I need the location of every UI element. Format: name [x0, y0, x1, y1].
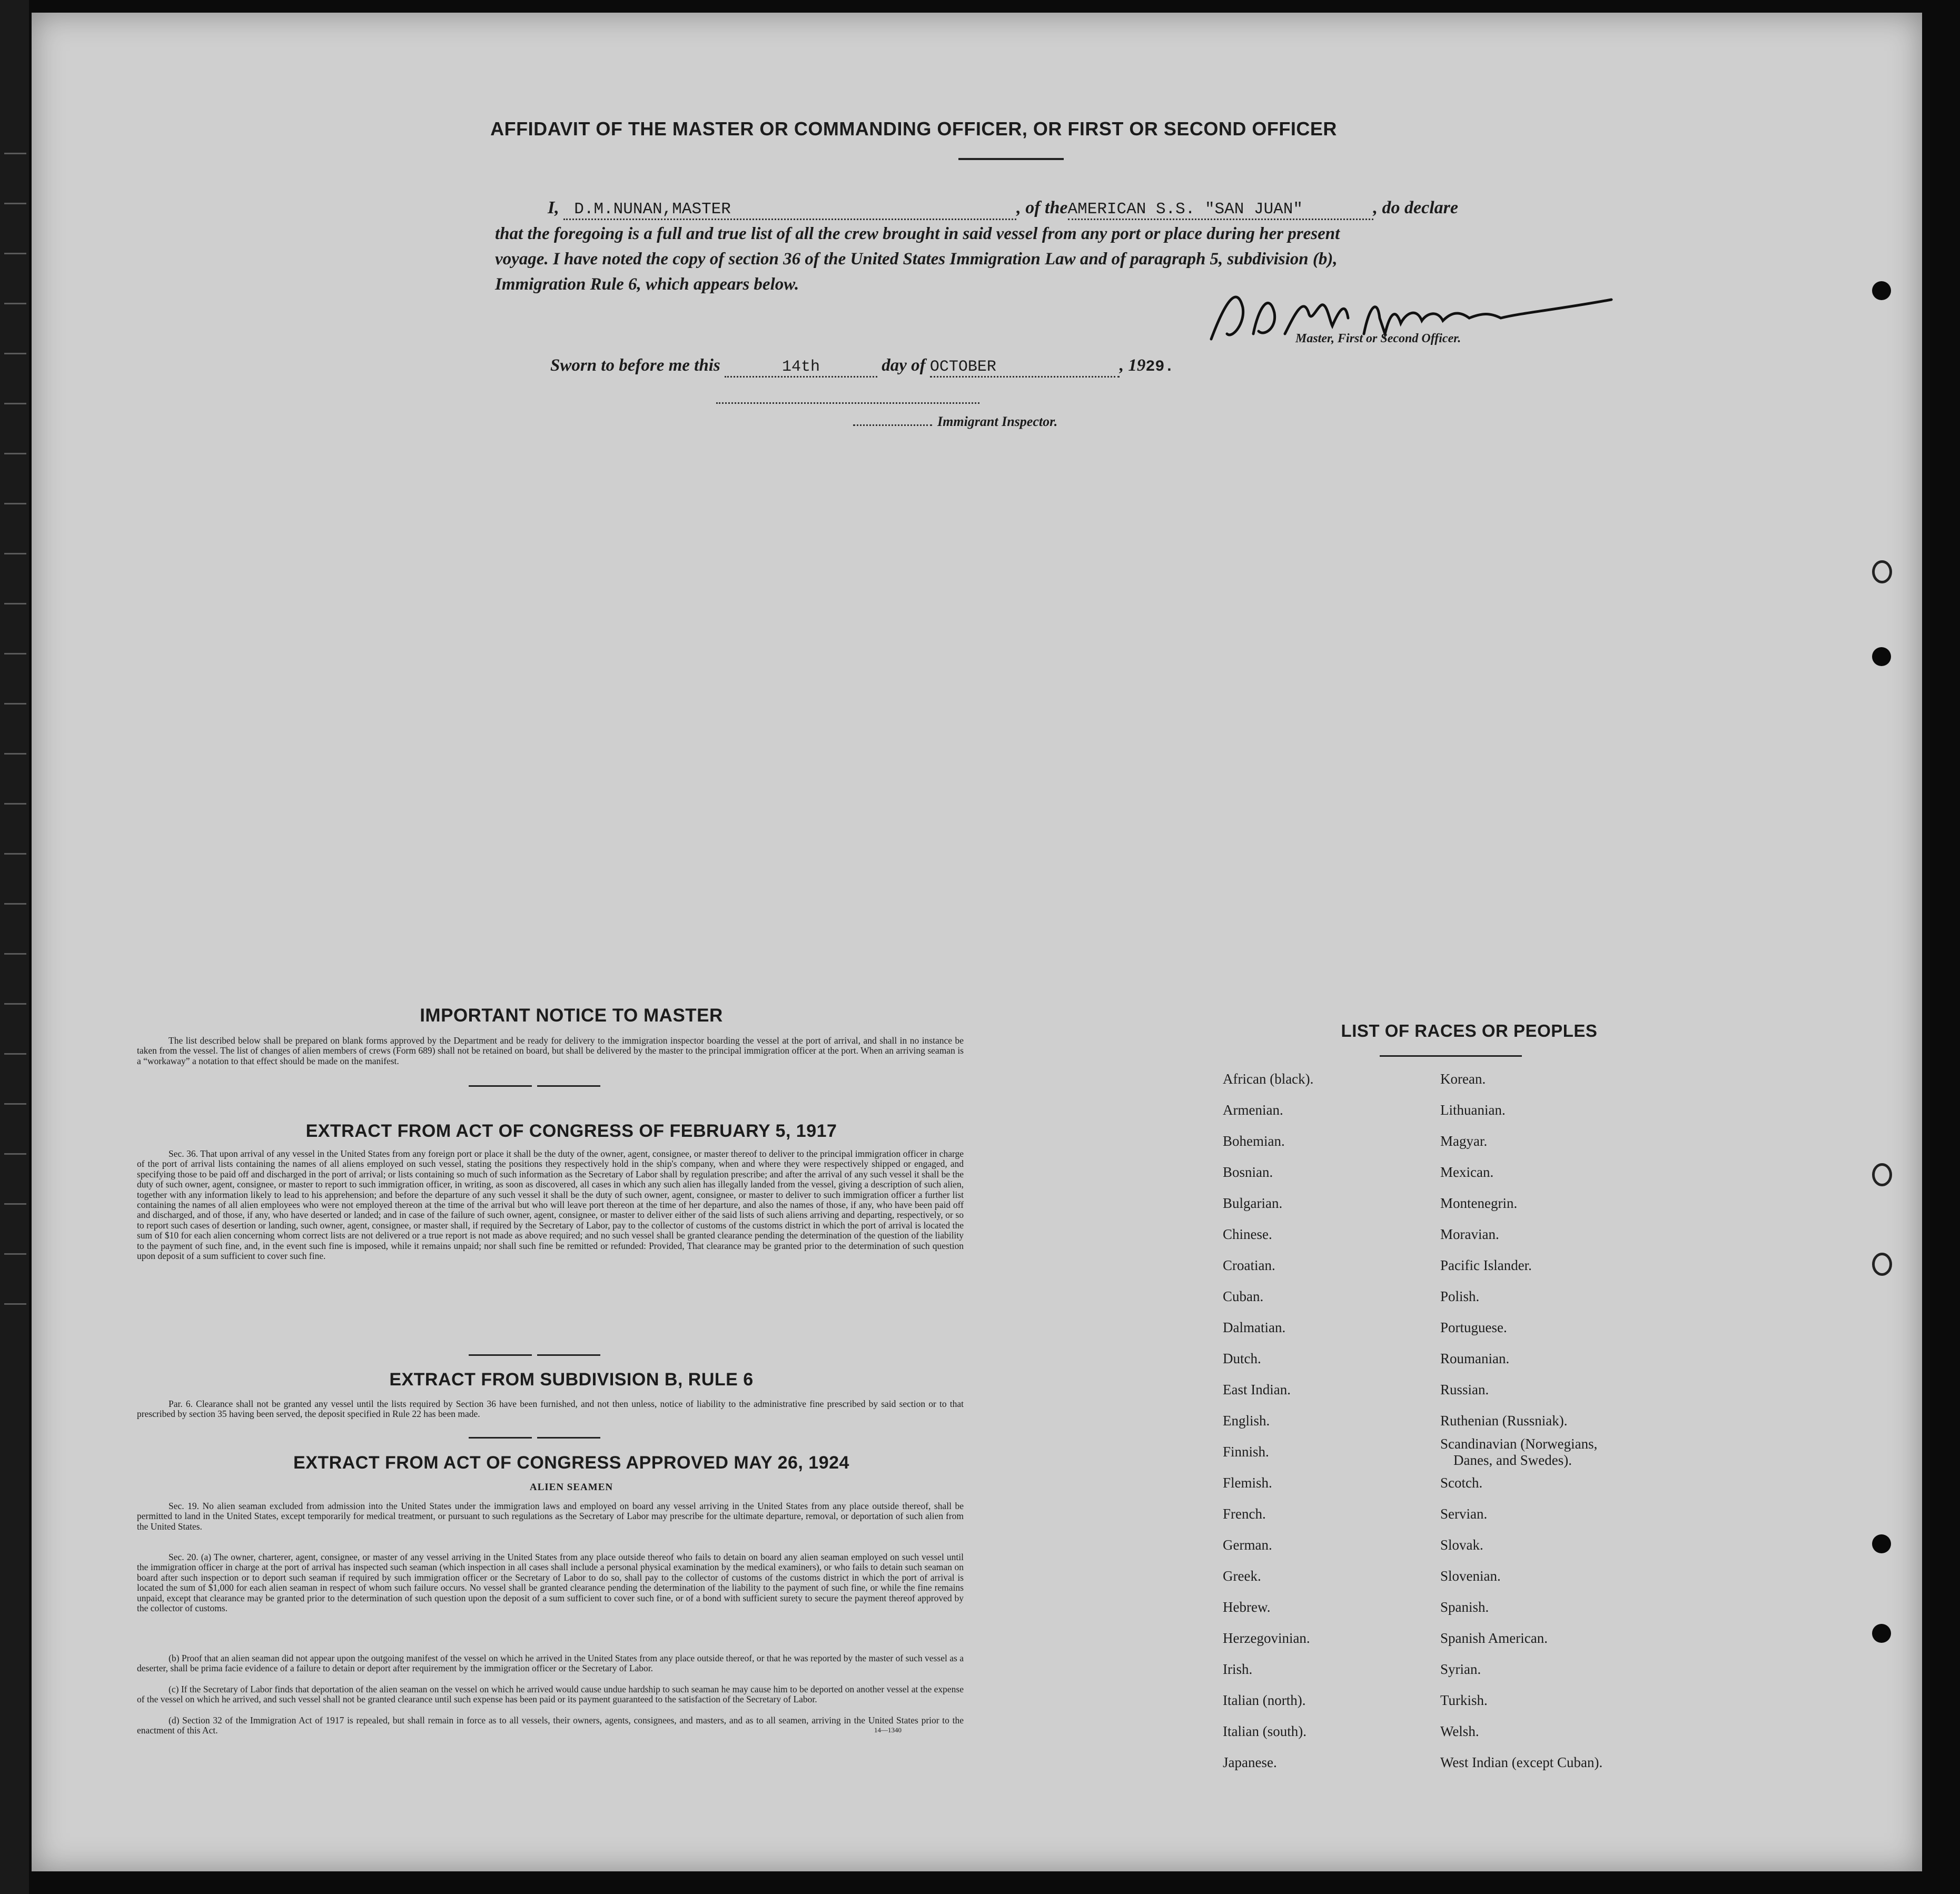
- signature-role-label: Master, First or Second Officer.: [1295, 332, 1461, 345]
- race-item: Roumanian.: [1440, 1351, 1510, 1366]
- punch-hole: [1872, 1624, 1891, 1643]
- divider: [537, 1354, 600, 1356]
- race-item: Italian (south).: [1223, 1723, 1306, 1739]
- declaration-line-4: Immigration Rule 6, which appears below.: [495, 275, 799, 294]
- races-title-underline: [1380, 1055, 1522, 1057]
- punch-hole: [1872, 560, 1892, 583]
- race-item: Slovak.: [1440, 1537, 1483, 1553]
- punch-hole: [1872, 647, 1891, 666]
- race-item: Flemish.: [1223, 1475, 1272, 1491]
- immigrant-inspector-label: Immigrant Inspector.: [937, 414, 1058, 429]
- divider: [537, 1437, 600, 1439]
- left-binding-edge: [0, 0, 29, 1894]
- extract-1924-sec20c: (c) If the Secretary of Labor finds that deportation of the alien seaman on the vessel on which he arrived would cause undue hardship to such seaman he may cause him to be deported on another vessel at the expense of the vessel on which he arrived, and such vessel shall not be granted clearance until such expense has been paid or its payment guaranteed to the satisfaction of the Secretary of Labor.: [137, 1684, 964, 1705]
- i-label: I,: [548, 198, 559, 217]
- race-item: Syrian.: [1440, 1661, 1481, 1677]
- race-item: East Indian.: [1223, 1382, 1291, 1397]
- race-item: Finnish.: [1223, 1444, 1269, 1460]
- race-item: Korean.: [1440, 1071, 1486, 1087]
- sworn-day: 14th: [725, 358, 877, 378]
- divider: [469, 1437, 532, 1439]
- divider: [537, 1085, 600, 1087]
- year-prefix: , 19: [1119, 356, 1146, 375]
- race-item: English.: [1223, 1413, 1270, 1429]
- form-number: 14—1340: [874, 1726, 902, 1734]
- declarant-name: D.M.NUNAN,MASTER: [563, 200, 1016, 220]
- extract-1917-title: EXTRACT FROM ACT OF CONGRESS OF FEBRUARY 5, 1917: [305, 1121, 837, 1141]
- declaration-line-1: [548, 198, 1580, 220]
- sworn-month: OCTOBER: [930, 358, 1120, 378]
- alien-seamen-subtitle: ALIEN SEAMEN: [529, 1482, 613, 1493]
- punch-hole: [1872, 1163, 1892, 1186]
- race-item: Irish.: [1223, 1661, 1253, 1677]
- divider: [469, 1354, 532, 1356]
- race-item: Magyar.: [1440, 1133, 1488, 1149]
- race-item: Slovenian.: [1440, 1568, 1501, 1584]
- race-item: Spanish.: [1440, 1599, 1489, 1615]
- race-item: Cuban.: [1223, 1288, 1264, 1304]
- sworn-label: Sworn to before me this: [550, 356, 720, 375]
- race-item: African (black).: [1223, 1071, 1314, 1087]
- divider: [469, 1085, 532, 1087]
- race-item: West Indian (except Cuban).: [1440, 1754, 1603, 1770]
- declaration-line-3: voyage. I have noted the copy of section 36 of the United States Immigration Law and of paragraph 5, subdivision (b),: [495, 250, 1338, 269]
- race-item: Italian (north).: [1223, 1692, 1306, 1708]
- of-the-label: , of the: [1016, 198, 1068, 217]
- extract-1924-sec19: Sec. 19. No alien seaman excluded from admission into the United States under the immigration laws and employed on board any vessel arriving in the United States from any place outside thereof, shall be permitted to land in the United States, except temporarily for medical treatment, or pursuant to such regulations as the Secretary of Labor may prescribe for the ultimate departure, removal, or deportation of such alien from the United States.: [137, 1501, 964, 1532]
- notice-title: IMPORTANT NOTICE TO MASTER: [420, 1005, 723, 1026]
- race-item: Herzegovinian.: [1223, 1630, 1310, 1646]
- race-item: French.: [1223, 1506, 1266, 1522]
- race-item: Japanese.: [1223, 1754, 1277, 1770]
- race-item: Armenian.: [1223, 1102, 1283, 1118]
- race-item: Montenegrin.: [1440, 1195, 1518, 1211]
- race-item: Spanish American.: [1440, 1630, 1548, 1646]
- race-item: Chinese.: [1223, 1226, 1272, 1242]
- race-item: Russian.: [1440, 1382, 1489, 1397]
- race-item: Moravian.: [1440, 1226, 1499, 1242]
- race-item: Mexican.: [1440, 1164, 1494, 1180]
- extract-1924-sec20d: (d) Section 32 of the Immigration Act of 1917 is repealed, but shall remain in force as to all vessels, their owners, agents, consignees, and masters, and as to all seamen, arriving in the United States prior to the enactment of this Act.: [137, 1715, 964, 1736]
- extract-1924-sec20b: (b) Proof that an alien seaman did not appear upon the outgoing manifest of the vessel on which he arrived in the United States from any place outside thereof, or that he was reported by the master of such vessel as a deserter, shall be prima facie evidence of a failure to detain or deport after requirement by the immigration officer or the Secretary of Labor.: [137, 1653, 964, 1674]
- race-item: Dutch.: [1223, 1351, 1261, 1366]
- punch-hole: [1872, 281, 1891, 300]
- race-item: Ruthenian (Russniak).: [1440, 1413, 1568, 1429]
- title-underline: [958, 158, 1064, 160]
- extract-rule6-title: EXTRACT FROM SUBDIVISION B, RULE 6: [389, 1370, 754, 1390]
- race-item: Bulgarian.: [1223, 1195, 1283, 1211]
- extract-1924-sec20a: Sec. 20. (a) The owner, charterer, agent, consignee, or master of any vessel arriving in the United States from any place outside thereof who fails to detain on board any alien seaman employed on such vessel until the immigration officer in charge at the port of arrival has inspected such seaman (which inspection in all cases shall include a personal physical examination by the medical examiners), or who fails to detain such seaman on board after such inspection or to deport such seaman if required by such immigration officer or the Secretary of Labor to do so, shall pay to the collector of customs of the customs district in which the port of arrival is located the sum of $1,000 for each alien seaman in respect of whom such failure occurs. No vessel shall be granted clearance pending the determination of the liability to the payment of such fine, or while the fine remains unpaid, except that clearance may be granted prior to the determination of such question upon the deposit of a sum sufficient to cover such fine, or of a bond with sufficient surety to secure the payment thereof approved by the collector of customs.: [137, 1552, 964, 1614]
- extract-1924-title: EXTRACT FROM ACT OF CONGRESS APPROVED MAY 26, 1924: [293, 1453, 849, 1473]
- race-item: Croatian.: [1223, 1257, 1275, 1273]
- race-item: Dalmatian.: [1223, 1320, 1286, 1335]
- race-item: Scandinavian (Norwegians,: [1440, 1436, 1598, 1452]
- race-item: Greek.: [1223, 1568, 1261, 1584]
- race-item: Lithuanian.: [1440, 1102, 1506, 1118]
- race-item: Hebrew.: [1223, 1599, 1271, 1615]
- do-declare-label: , do declare: [1373, 198, 1458, 217]
- sworn-line: [550, 356, 1174, 378]
- punch-hole: [1872, 1253, 1892, 1276]
- race-item: Turkish.: [1440, 1692, 1488, 1708]
- extract-rule6-text: Par. 6. Clearance shall not be granted any vessel until the lists required by Section 36 have been furnished, and not then unless, notice of liability to the administrative fine prescribed by said section or to that prescribed by section 35 having been served, the deposit specified in Rule 22 has been made.: [137, 1399, 964, 1420]
- race-item-continuation: Danes, and Swedes).: [1453, 1452, 1572, 1468]
- inspector-dots: [853, 424, 932, 426]
- declaration-line-2: that the foregoing is a full and true list of all the crew brought in said vessel from any port or place during her present: [495, 224, 1340, 243]
- race-item: Pacific Islander.: [1440, 1257, 1532, 1273]
- affidavit-title: AFFIDAVIT OF THE MASTER OR COMMANDING OFFICER, OR FIRST OR SECOND OFFICER: [490, 118, 1337, 140]
- race-item: Servian.: [1440, 1506, 1488, 1522]
- races-title: LIST OF RACES OR PEOPLES: [1341, 1021, 1598, 1040]
- notice-text: The list described below shall be prepared on blank forms approved by the Department and be ready for delivery to the immigration inspector boarding the vessel at the port of arrival, and shall in no instance be taken from the vessel. The list of changes of alien members of crews (Form 689) shall not be retained on board, but shall be delivered by the master to the principal immigration officer at the port. When an arriving seaman is a “workaway” a notation to that effect should be made on the manifest.: [137, 1035, 964, 1066]
- race-item: Scotch.: [1440, 1475, 1483, 1491]
- punch-hole: [1872, 1534, 1891, 1553]
- race-item: Bosnian.: [1223, 1164, 1273, 1180]
- inspector-signature-line: [716, 402, 979, 404]
- race-item: Welsh.: [1440, 1723, 1479, 1739]
- extract-1917-text: Sec. 36. That upon arrival of any vessel in the United States from any foreign port or place it shall be the duty of the owner, agent, consignee, or master thereof to deliver to the principal immigration officer in charge of the port of arrival lists containing the names of all aliens employed on such vessel, stating the positions they respectively hold in the ship's company, when and where they were respectively shipped or engaged, and specifying those to be paid off and discharged in the port of arrival; or lists containing so much of such information as the Secretary of Labor shall by regulation prescribe; and after the arrival of any such vessel it shall be the duty of such owner, agent, consignee, or master to report to such immigration officer, in writing, as soon as discovered, all cases in which any such alien has illegally landed from the vessel, giving a description of such alien, together with any information likely to lead to his apprehension; and before the departure of any such vessel it shall be the duty of such owner, agent, consignee, or master to deliver to such immigration officer a further list containing the names of all alien employees who were not employed thereon at the time of the arrival but who will leave port thereon at the time of her departure, and also the names of those, if any, who have been paid off and discharged, and of those, if any, who have deserted or landed; and in case of the failure of such owner, agent, consignee, or master to deliver either of the said lists of such aliens arriving and departing, respectively, or so to report such cases of desertion or landing, such owner, agent, consignee, or master shall, if required by the Secretary of Labor, pay to the collector of customs of the customs district in which the port of arrival is located the sum of $10 for each alien concerning whom correct lists are not delivered or a true report is not made as above required; and no such vessel shall be granted clearance pending the determination of the question of the liability to the payment of such fine, and, in the event such fine is imposed, while it remains unpaid; nor shall such fine be remitted or refunded: Provided, That clearance may be granted prior to the determination of such question upon deposit of a sum sufficient to cover such fine.: [137, 1148, 964, 1262]
- race-item: German.: [1223, 1537, 1272, 1553]
- day-of-label: day of: [882, 356, 926, 375]
- sworn-year: 29.: [1145, 358, 1174, 376]
- race-item: Polish.: [1440, 1288, 1480, 1304]
- document-page: [32, 13, 1922, 1871]
- race-item: Bohemian.: [1223, 1133, 1285, 1149]
- race-item: Portuguese.: [1440, 1320, 1507, 1335]
- vessel-name: AMERICAN S.S. "SAN JUAN": [1068, 200, 1373, 220]
